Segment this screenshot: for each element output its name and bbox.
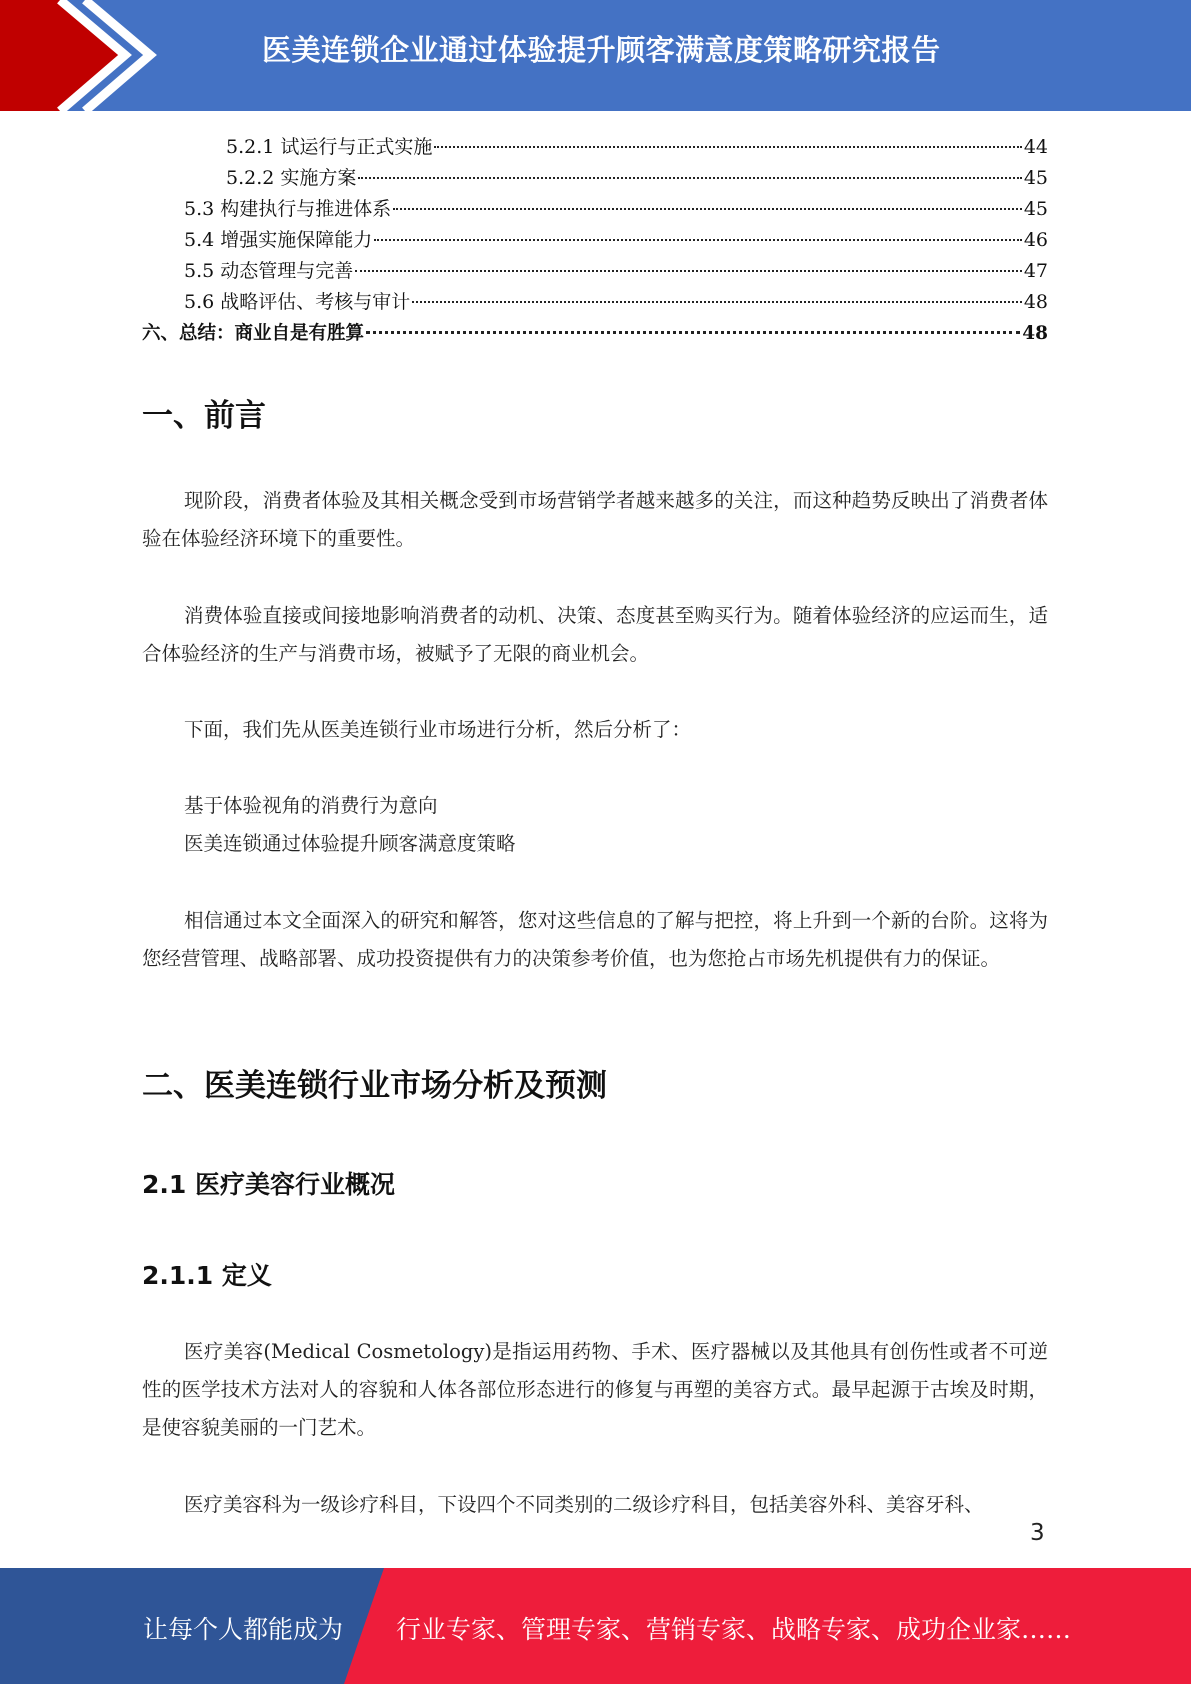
toc-entry[interactable] bbox=[142, 318, 1048, 349]
toc-entry-label: 5.2.1 试运行与正式实施 bbox=[226, 136, 433, 158]
toc-entry[interactable] bbox=[142, 194, 1048, 225]
section-heading-preface: 一、前言 bbox=[142, 398, 266, 434]
toc-leader-dots bbox=[412, 300, 1022, 303]
paragraph: 医疗美容科为一级诊疗科目，下设四个不同类别的二级诊疗科目，包括美容外科、美容牙科、 bbox=[184, 1493, 984, 1516]
toc-leader-dots bbox=[434, 145, 1021, 148]
page-header bbox=[0, 0, 1191, 111]
toc-leader-dots bbox=[393, 207, 1022, 210]
subsection-heading: 2.1 医疗美容行业概况 bbox=[142, 1170, 395, 1199]
header-title: 医美连锁企业通过体验提升顾客满意度策略研究报告 bbox=[262, 33, 941, 67]
toc-entry-page: 45 bbox=[1023, 198, 1048, 220]
toc-entry-label: 5.4 增强实施保障能力 bbox=[184, 229, 373, 251]
toc-leader-dots bbox=[355, 269, 1022, 272]
toc-entry[interactable] bbox=[142, 132, 1048, 163]
toc-entry-label: 5.6 战略评估、考核与审计 bbox=[184, 291, 411, 313]
paragraph: 下面，我们先从医美连锁行业市场进行分析，然后分析了： bbox=[184, 718, 692, 741]
paragraph: 医疗美容(Medical Cosmetology)是指运用药物、手术、医疗器械以及其他具有创伤性或者不可逆性的医学技术方法对人的容貌和人体各部位形态进行的修复与再塑的美容方式。最早起源于古埃及时期，是使容貌美丽的一门艺术。 bbox=[142, 1340, 1048, 1439]
toc-entry[interactable] bbox=[142, 163, 1048, 194]
paragraph: 相信通过本文全面深入的研究和解答，您对这些信息的了解与把控，将上升到一个新的台阶。这将为您经营管理、战略部署、成功投资提供有力的决策参考价值，也为您抢占市场先机提供有力的保证。 bbox=[142, 909, 1048, 970]
toc-entry-page: 48 bbox=[1022, 323, 1048, 344]
footer-slogan-left: 让每个人都能成为 bbox=[143, 1615, 344, 1644]
toc-entry-label: 六、总结：商业自是有胜算 bbox=[142, 323, 365, 344]
toc-entry-page: 46 bbox=[1023, 229, 1048, 251]
toc-entry[interactable] bbox=[142, 225, 1048, 256]
toc-entry-label: 5.2.2 实施方案 bbox=[226, 167, 357, 189]
page-footer bbox=[0, 1568, 1191, 1684]
toc-leader-dots bbox=[366, 330, 1020, 334]
toc-entry-label: 5.5 动态管理与完善 bbox=[184, 260, 354, 282]
list-item: 基于体验视角的消费行为意向 bbox=[184, 794, 438, 817]
section-heading-market-analysis: 二、医美连锁行业市场分析及预测 bbox=[142, 1068, 607, 1104]
toc-entry-page: 47 bbox=[1023, 260, 1048, 282]
toc-entry-page: 45 bbox=[1023, 167, 1048, 189]
toc-entry[interactable] bbox=[142, 287, 1048, 318]
toc-entry-label: 5.3 构建执行与推进体系 bbox=[184, 198, 392, 220]
toc-leader-dots bbox=[358, 176, 1021, 179]
toc-leader-dots bbox=[374, 238, 1022, 241]
subsection-heading: 2.1.1 定义 bbox=[142, 1261, 272, 1290]
page-number: 3 bbox=[1030, 1520, 1045, 1546]
footer-slogan-right: 行业专家、管理专家、营销专家、战略专家、成功企业家…… bbox=[396, 1615, 1072, 1644]
paragraph: 现阶段，消费者体验及其相关概念受到市场营销学者越来越多的关注，而这种趋势反映出了消费者体验在体验经济环境下的重要性。 bbox=[142, 489, 1048, 550]
toc-entry-page: 48 bbox=[1023, 291, 1048, 313]
toc-entry-page: 44 bbox=[1023, 136, 1048, 158]
table-of-contents bbox=[142, 132, 1048, 349]
header-red-chevron-decoration bbox=[0, 0, 160, 111]
paragraph: 消费体验直接或间接地影响消费者的动机、决策、态度甚至购买行为。随着体验经济的应运而生，适合体验经济的生产与消费市场，被赋予了无限的商业机会。 bbox=[142, 604, 1048, 665]
list-item: 医美连锁通过体验提升顾客满意度策略 bbox=[184, 832, 516, 855]
toc-entry[interactable] bbox=[142, 256, 1048, 287]
